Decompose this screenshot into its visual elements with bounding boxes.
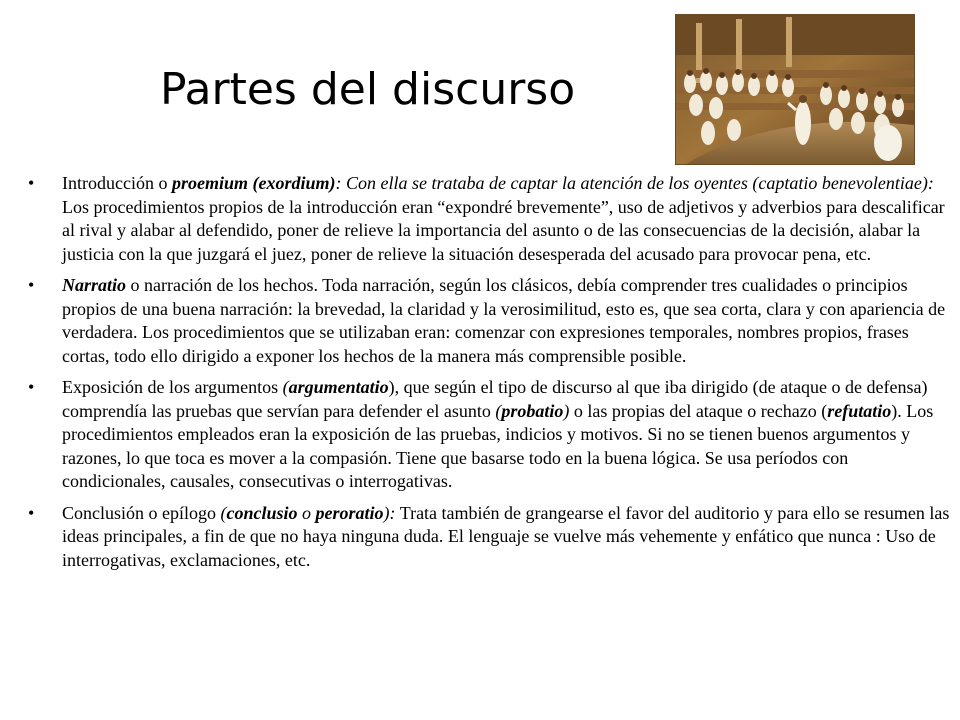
term-conclusio: conclusio bbox=[226, 502, 298, 523]
list-item-conclusio bbox=[26, 502, 956, 573]
slide-title: Partes del discurso bbox=[160, 64, 576, 115]
item-text: Los procedimientos propios de la introducción eran “expondré brevemente”, uso de adjetivos y adverbios para descalificar al rival y alabar al defendido, poner de relieve la importancia del asunto o de las consecuencias de la decisión, alabar la justicia con la que juzgará el juez, poner de relieve la situación desesperada del acusado para provocar pena, etc. bbox=[62, 196, 945, 264]
item-text: ) bbox=[563, 400, 570, 421]
item-text: ( bbox=[282, 377, 289, 397]
item-text: ), que según el tipo de discurso al que iba dirigido (de ataque o de defensa) comprendía las pruebas que servían para defender el asunto bbox=[62, 377, 928, 421]
item-text: o bbox=[297, 502, 316, 523]
item-text: Trata también de grangearse el favor del auditorio y para ello se resumen las ideas principales, a fin de que no haya ninguna duda. El lenguaje se vuelve más vehemente y enfático que nunca : Uso de interrogativas, exclamaciones, etc. bbox=[62, 502, 950, 570]
item-text: ): bbox=[383, 502, 396, 523]
item-text: ( bbox=[495, 400, 502, 421]
roman-senate-painting bbox=[675, 14, 915, 165]
term-peroratio: peroratio bbox=[315, 502, 384, 523]
term-captatio: captatio benevolentiae): bbox=[758, 173, 934, 193]
list-item-argumentatio bbox=[26, 376, 956, 494]
term-probatio: probatio bbox=[501, 400, 564, 421]
item-text: o narración de los hechos. Toda narración, según los clásicos, debía comprender tres cualidades o principios propios de una buena narración: la brevedad, la claridad y la verosimilitud, esto es, que sea corta, clara y con apariencia de verdadera. Los procedimientos que se utilizaban eran: comenzar con expresiones temporales, nombres propios, frases cortas, todo ello dirigido a exponer los hechos de la manera más comprensible posible. bbox=[62, 275, 946, 366]
discourse-parts-list bbox=[26, 172, 956, 580]
item-text: ). Los procedimientos empleados eran la exposición de las pruebas, indicios y motivos. Si no se tienen buenos argumentos y razones, lo que toca es mover a la compasión. Tiene que basarse todo en la buena lógica. Se usa períodos con condicionales, causales, consecutivas o interrogativas. bbox=[62, 400, 934, 491]
term-narratio: Narratio bbox=[62, 275, 127, 295]
term-refutatio: refutatio bbox=[827, 400, 892, 421]
item-text: Conclusión o epílogo bbox=[62, 502, 221, 523]
bullet-icon: • bbox=[28, 275, 35, 295]
bullet-icon: • bbox=[28, 377, 35, 397]
item-text: : Con ella se trataba de captar la atención de los oyentes ( bbox=[335, 173, 759, 193]
item-text: ( bbox=[220, 502, 227, 523]
bullet-icon: • bbox=[28, 502, 35, 523]
list-item-introduccion bbox=[26, 172, 956, 266]
term-argumentatio: argumentatio bbox=[288, 377, 389, 397]
item-text: o las propias del ataque o rechazo ( bbox=[569, 400, 828, 421]
list-item-narratio bbox=[26, 274, 956, 368]
bullet-icon: • bbox=[28, 173, 35, 193]
item-text: Exposición de los argumentos bbox=[62, 377, 283, 397]
painting-illustration bbox=[676, 15, 914, 164]
item-text: Introducción o bbox=[62, 173, 172, 193]
term-proemium: proemium (exordium) bbox=[171, 173, 336, 193]
